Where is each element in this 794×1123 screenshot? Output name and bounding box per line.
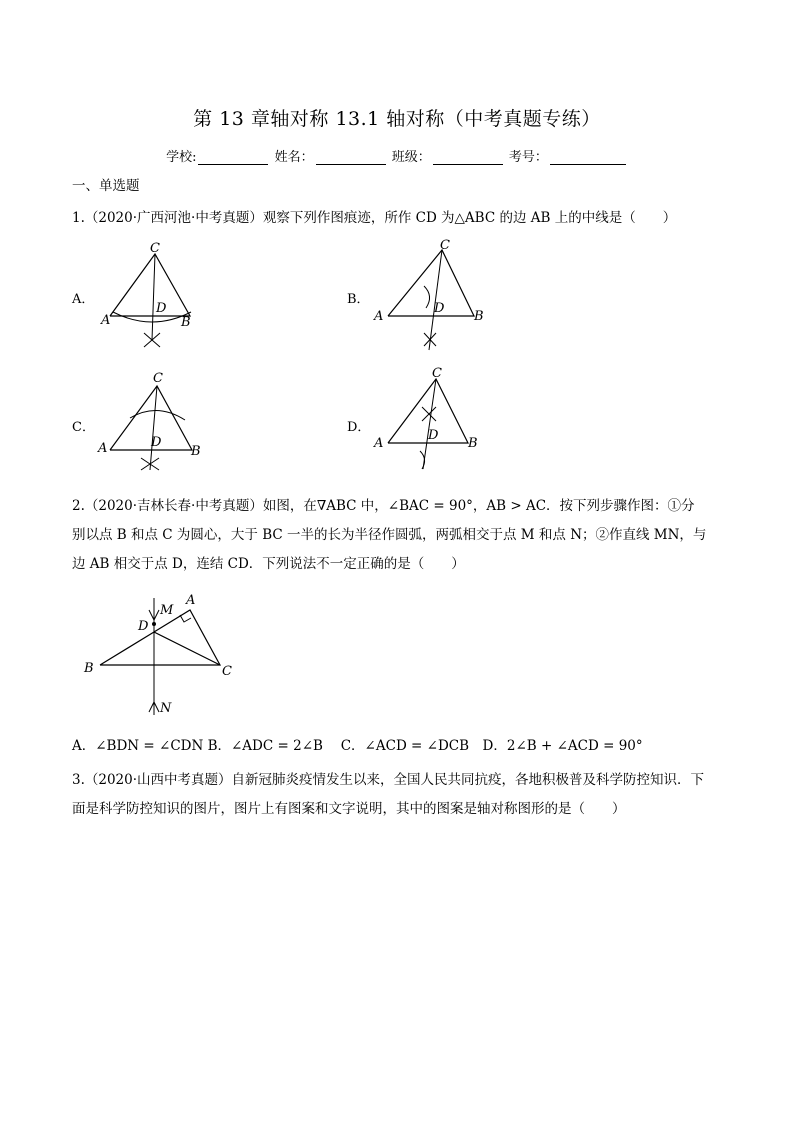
school-label: 学校: bbox=[166, 150, 197, 165]
q1c-label-b: B bbox=[191, 444, 201, 459]
q1-figure-c bbox=[95, 368, 210, 478]
q1a-label-c: C bbox=[150, 241, 160, 256]
q2-line-1: 2.（2020·吉林长春·中考真题）如图，在∇ABC 中，∠BAC = 90°，AB > AC．按下列步骤作图：①分 bbox=[72, 498, 695, 514]
q1-figure-b bbox=[372, 238, 492, 353]
school-blank[interactable] bbox=[198, 150, 268, 165]
q1c-label-c: C bbox=[153, 371, 163, 386]
q1d-label-a: A bbox=[374, 436, 384, 451]
q1a-label-b: B bbox=[181, 315, 191, 330]
q2-line-3: 边 AB 相交于点 D，连结 CD．下列说法不一定正确的是（ ） bbox=[72, 556, 465, 572]
q3-line-1: 3.（2020·山西中考真题）自新冠肺炎疫情发生以来，全国人民共同抗疫，各地积极普及科学防控知识．下 bbox=[72, 772, 705, 788]
q1b-label-b: B bbox=[474, 309, 484, 324]
q1-text: 1.（2020·广西河池·中考真题）观察下列作图痕迹，所作 CD 为△ABC 的边 AB 上的中线是（ ） bbox=[72, 210, 677, 226]
q2-figure bbox=[82, 590, 242, 720]
page-title: 第 13 章轴对称 13.1 轴对称（中考真题专练） bbox=[193, 108, 601, 130]
name-label: 姓名： bbox=[274, 150, 314, 165]
q2-label-m: M bbox=[160, 603, 174, 618]
number-label: 考号： bbox=[508, 150, 548, 165]
q1-figure-a bbox=[95, 240, 205, 355]
number-blank[interactable] bbox=[550, 150, 626, 165]
q2-options: A．∠BDN = ∠CDN B．∠ADC = 2∠B C．∠ACD = ∠DCB D．2∠B + ∠ACD = 90° bbox=[72, 738, 643, 754]
q1a-label-a: A bbox=[101, 313, 111, 328]
q1d-label-d: D bbox=[428, 428, 439, 443]
q1b-label-a: A bbox=[374, 309, 384, 324]
q2-label-n: N bbox=[160, 701, 172, 716]
q2-label-a: A bbox=[186, 593, 196, 608]
q2-label-d: D bbox=[138, 619, 149, 634]
class-label: 班级： bbox=[391, 150, 431, 165]
student-info bbox=[0, 146, 794, 165]
q1d-label-b: B bbox=[468, 436, 478, 451]
q2-label-b: B bbox=[84, 661, 94, 676]
q1-option-a-label[interactable]: A． bbox=[72, 292, 95, 307]
q1d-label-c: C bbox=[432, 366, 442, 381]
class-blank[interactable] bbox=[433, 150, 503, 165]
q2-line-2: 别以点 B 和点 C 为圆心，大于 BC 一半的长为半径作圆弧，两弧相交于点 M 和点 N；②作直线 MN，与 bbox=[72, 527, 707, 543]
q1b-label-c: C bbox=[440, 238, 450, 253]
q3-line-2: 面是科学防控知识的图片，图片上有图案和文字说明，其中的图案是轴对称图形的是（ ） bbox=[72, 801, 626, 817]
q1c-label-a: A bbox=[98, 441, 108, 456]
q1-option-c-label[interactable]: C． bbox=[72, 420, 95, 435]
q1-option-b-label[interactable]: B． bbox=[347, 292, 370, 307]
q1c-label-d: D bbox=[151, 435, 162, 450]
q1b-label-d: D bbox=[434, 301, 445, 316]
name-blank[interactable] bbox=[316, 150, 386, 165]
q1-figure-d bbox=[372, 365, 492, 475]
q1a-label-d: D bbox=[156, 301, 167, 316]
section-heading: 一、单选题 bbox=[72, 178, 140, 194]
q2-label-c: C bbox=[222, 664, 232, 679]
q1-option-d-label[interactable]: D． bbox=[347, 420, 371, 435]
